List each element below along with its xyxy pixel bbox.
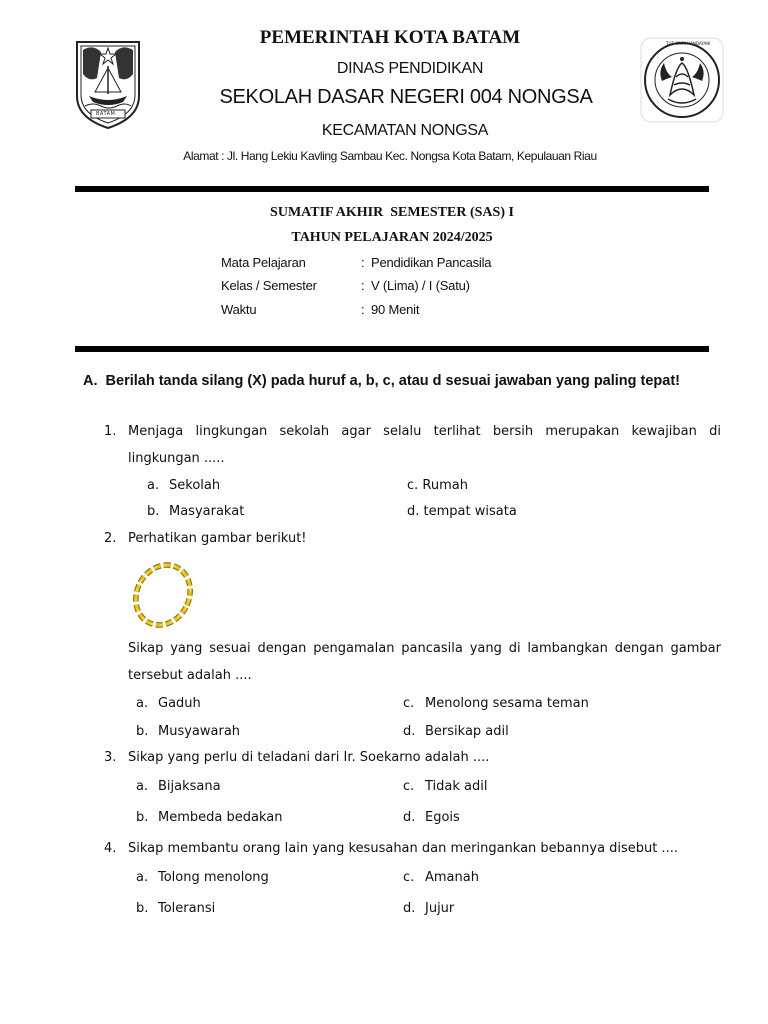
option-1c[interactable] bbox=[407, 478, 468, 493]
option-letter: d. bbox=[403, 810, 416, 825]
option-letter: c. bbox=[407, 478, 419, 493]
question-text: Perhatikan gambar berikut! bbox=[128, 531, 307, 546]
option-3a[interactable] bbox=[136, 779, 221, 794]
question-number: 1. bbox=[104, 424, 117, 439]
option-letter: d. bbox=[403, 901, 416, 916]
question-2-stem bbox=[104, 635, 721, 689]
right-emblem-lettering: TUT WURI HANDAYANI bbox=[666, 41, 711, 46]
option-4c[interactable] bbox=[403, 870, 479, 885]
option-2c[interactable] bbox=[403, 696, 589, 711]
exam-info-colon: : bbox=[361, 278, 365, 293]
option-3b[interactable] bbox=[136, 810, 282, 825]
option-4b[interactable] bbox=[136, 901, 215, 916]
exam-info-colon: : bbox=[361, 255, 365, 270]
option-letter: c. bbox=[403, 779, 415, 794]
tut-wuri-handayani-emblem-icon bbox=[640, 37, 724, 123]
option-text: Tolong menolong bbox=[158, 870, 269, 885]
question-text: Sikap yang perlu di teladani dari Ir. Soekarno adalah .... bbox=[128, 750, 490, 765]
question-text: Menjaga lingkungan sekolah agar selalu terlihat bersih merupakan kewajiban di lingkungan ..... bbox=[128, 424, 721, 466]
option-letter: a. bbox=[136, 779, 149, 794]
question-text: Sikap membantu orang lain yang kesusahan dan meringankan bebannya disebut .... bbox=[128, 841, 679, 856]
option-letter: d. bbox=[407, 504, 420, 519]
exam-info-label: Mata Pelajaran bbox=[221, 255, 306, 270]
option-text: Egois bbox=[425, 810, 460, 825]
question-2 bbox=[104, 525, 721, 552]
exam-title: SUMATIF AKHIR SEMESTER (SAS) I bbox=[270, 205, 514, 220]
question-4 bbox=[104, 835, 721, 862]
question-text-continued: Sikap yang sesuai dengan pengamalan pancasila yang di lambangkan dengan gambar tersebut adalah .... bbox=[128, 641, 721, 683]
option-1d[interactable] bbox=[407, 504, 517, 519]
option-4d[interactable] bbox=[403, 901, 454, 916]
option-4a[interactable] bbox=[136, 870, 269, 885]
section-heading bbox=[83, 373, 743, 389]
option-letter: a. bbox=[147, 478, 160, 493]
option-3c[interactable] bbox=[403, 779, 487, 794]
option-letter: b. bbox=[136, 901, 149, 916]
question-3 bbox=[104, 744, 721, 771]
option-2b[interactable] bbox=[136, 724, 240, 739]
school-address: Alamat : Jl. Hang Lekiu Kavling Sambau Kec. Nongsa Kota Batam, Kepulauan Riau bbox=[183, 149, 597, 163]
option-text: Musyawarah bbox=[158, 724, 241, 739]
question-number: 4. bbox=[104, 841, 117, 856]
section-letter: A. bbox=[83, 373, 98, 389]
option-text: Gaduh bbox=[158, 696, 201, 711]
option-letter: d. bbox=[403, 724, 416, 739]
option-1a[interactable] bbox=[147, 478, 220, 493]
option-letter: a. bbox=[136, 870, 149, 885]
exam-info-value: V (Lima) / I (Satu) bbox=[371, 278, 470, 293]
district-name: KECAMATAN NONGSA bbox=[321, 122, 489, 139]
option-letter: b. bbox=[136, 724, 149, 739]
option-text: Bersikap adil bbox=[425, 724, 509, 739]
school-name: SEKOLAH DASAR NEGERI 004 NONGSA bbox=[219, 86, 593, 108]
gold-chain-image-icon bbox=[128, 556, 198, 634]
exam-info-label: Waktu bbox=[221, 302, 257, 317]
department-name: DINAS PENDIDIKAN bbox=[336, 60, 484, 77]
option-letter: c. bbox=[403, 870, 415, 885]
exam-info-value: Pendidikan Pancasila bbox=[371, 255, 492, 270]
option-text: Amanah bbox=[425, 870, 479, 885]
option-text: Bijaksana bbox=[158, 779, 221, 794]
option-text: Rumah bbox=[422, 478, 468, 493]
exam-info-value: 90 Menit bbox=[371, 302, 420, 317]
exam-year: TAHUN PELAJARAN 2024/2025 bbox=[291, 230, 493, 245]
option-text: Masyarakat bbox=[169, 504, 245, 519]
option-text: Menolong sesama teman bbox=[425, 696, 589, 711]
header-divider-bottom bbox=[75, 346, 709, 352]
question-number: 3. bbox=[104, 750, 117, 765]
question-number: 2. bbox=[104, 531, 117, 546]
option-text: Jujur bbox=[425, 901, 455, 916]
government-name: PEMERINTAH KOTA BATAM bbox=[259, 27, 521, 48]
option-text: Membeda bedakan bbox=[158, 810, 283, 825]
option-letter: b. bbox=[147, 504, 160, 519]
option-letter: a. bbox=[136, 696, 149, 711]
left-emblem-lettering: BATAM bbox=[96, 111, 116, 117]
option-letter: c. bbox=[403, 696, 415, 711]
exam-info-label: Kelas / Semester bbox=[221, 278, 317, 293]
header-divider-top bbox=[75, 186, 709, 192]
option-text: tempat wisata bbox=[423, 504, 517, 519]
option-2a[interactable] bbox=[136, 696, 201, 711]
option-3d[interactable] bbox=[403, 810, 460, 825]
option-letter: b. bbox=[136, 810, 149, 825]
question-1 bbox=[104, 418, 721, 472]
letterhead bbox=[0, 0, 768, 195]
option-1b[interactable] bbox=[147, 504, 244, 519]
option-text: Toleransi bbox=[158, 901, 216, 916]
option-text: Sekolah bbox=[169, 478, 221, 493]
option-text: Tidak adil bbox=[425, 779, 488, 794]
option-2d[interactable] bbox=[403, 724, 509, 739]
section-instruction: Berilah tanda silang (X) pada huruf a, b, c, atau d sesuai jawaban yang paling tepat! bbox=[105, 373, 681, 389]
exam-info-colon: : bbox=[361, 302, 365, 317]
